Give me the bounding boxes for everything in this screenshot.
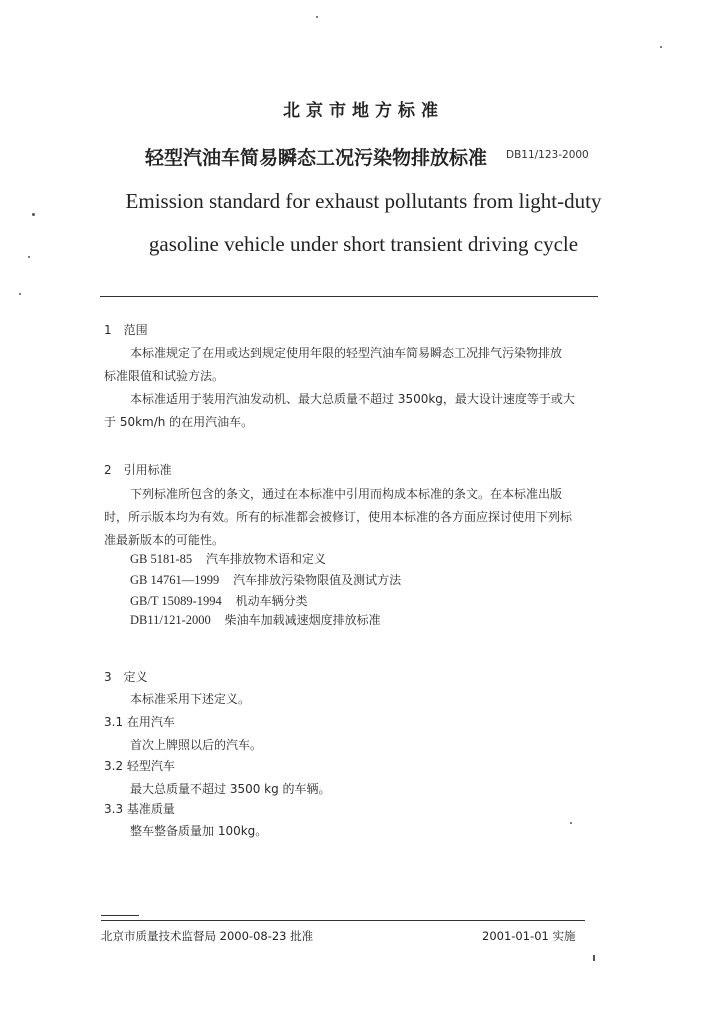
footer-divider [101, 920, 585, 921]
scan-speck [593, 955, 595, 961]
reference-title: 机动车辆分类 [235, 594, 308, 608]
section-3-intro: 本标准采用下述定义。 [130, 692, 251, 706]
scan-speck [570, 822, 572, 824]
section-2-heading: 2 引用标准 [104, 463, 172, 477]
standard-code: DB11/123-2000 [506, 149, 589, 161]
definition-3-1-text: 首次上牌照以后的汽车。 [130, 738, 263, 752]
section-1-paragraph-1-line-1: 本标准规定了在用或达到规定使用年限的轻型汽油车简易瞬态工况排气污染物排放 [130, 346, 563, 360]
section-1-paragraph-2-line-2: 于 50km/h 的在用汽油车。 [104, 415, 254, 429]
section-1-paragraph-1-line-2: 标准限值和试验方法。 [104, 369, 225, 383]
reference-code: GB 5181-85 [130, 552, 193, 566]
reference-code: GB 14761—1999 [130, 573, 220, 587]
section-2-paragraph-line-3: 准最新版本的可能性。 [104, 533, 225, 547]
approval-line: 北京市质量技术监督局 2000-08-23 批准 [101, 929, 314, 943]
scan-speck [660, 46, 662, 48]
effective-date-line: 2001-01-01 实施 [482, 929, 576, 943]
definition-3-2-heading: 3.2 轻型汽车 [104, 759, 175, 773]
reference-item [130, 571, 401, 588]
definition-3-1-heading: 3.1 在用汽车 [104, 715, 175, 729]
document-title-chinese: 轻型汽油车简易瞬态工况污染物排放标准 [145, 147, 488, 169]
reference-item [130, 592, 308, 609]
scan-speck [28, 256, 30, 258]
reference-title: 汽车排放物术语和定义 [205, 552, 326, 566]
reference-item [130, 550, 326, 567]
document-title-english-line-1: Emission standard for exhaust pollutants from light-duty [125, 189, 602, 213]
scan-speck [32, 213, 35, 216]
section-1-heading: 1 范围 [104, 323, 148, 337]
footer-divider-short [101, 915, 139, 916]
scan-speck [19, 293, 21, 295]
definition-3-2-text: 最大总质量不超过 3500 kg 的车辆。 [130, 782, 331, 796]
reference-code: DB11/121-2000 [130, 613, 211, 627]
issuing-authority: 北京市地方标准 [283, 101, 444, 121]
definition-3-3-heading: 3.3 基准质量 [104, 802, 175, 816]
reference-title: 柴油车加载减速烟度排放标准 [224, 613, 381, 627]
definition-3-3-text: 整车整备质量加 100kg。 [130, 824, 268, 838]
section-1-paragraph-2-line-1: 本标准适用于装用汽油发动机、最大总质量不超过 3500kg，最大设计速度等于或大 [130, 392, 575, 406]
section-2-paragraph-line-2: 时，所示版本均为有效。所有的标准都会被修订，使用本标准的各方面应探讨使用下列标 [104, 510, 573, 524]
reference-title: 汽车排放污染物限值及测试方法 [233, 573, 402, 587]
section-3-heading: 3 定义 [104, 670, 148, 684]
document-title-english-line-2: gasoline vehicle under short transient driving cycle [148, 232, 579, 256]
reference-code: GB/T 15089-1994 [130, 594, 222, 608]
section-2-paragraph-line-1: 下列标准所包含的条文，通过在本标准中引用而构成本标准的条文。在本标准出版 [130, 487, 563, 501]
reference-item [130, 611, 381, 628]
header-divider [100, 296, 598, 297]
scan-speck [316, 16, 318, 18]
